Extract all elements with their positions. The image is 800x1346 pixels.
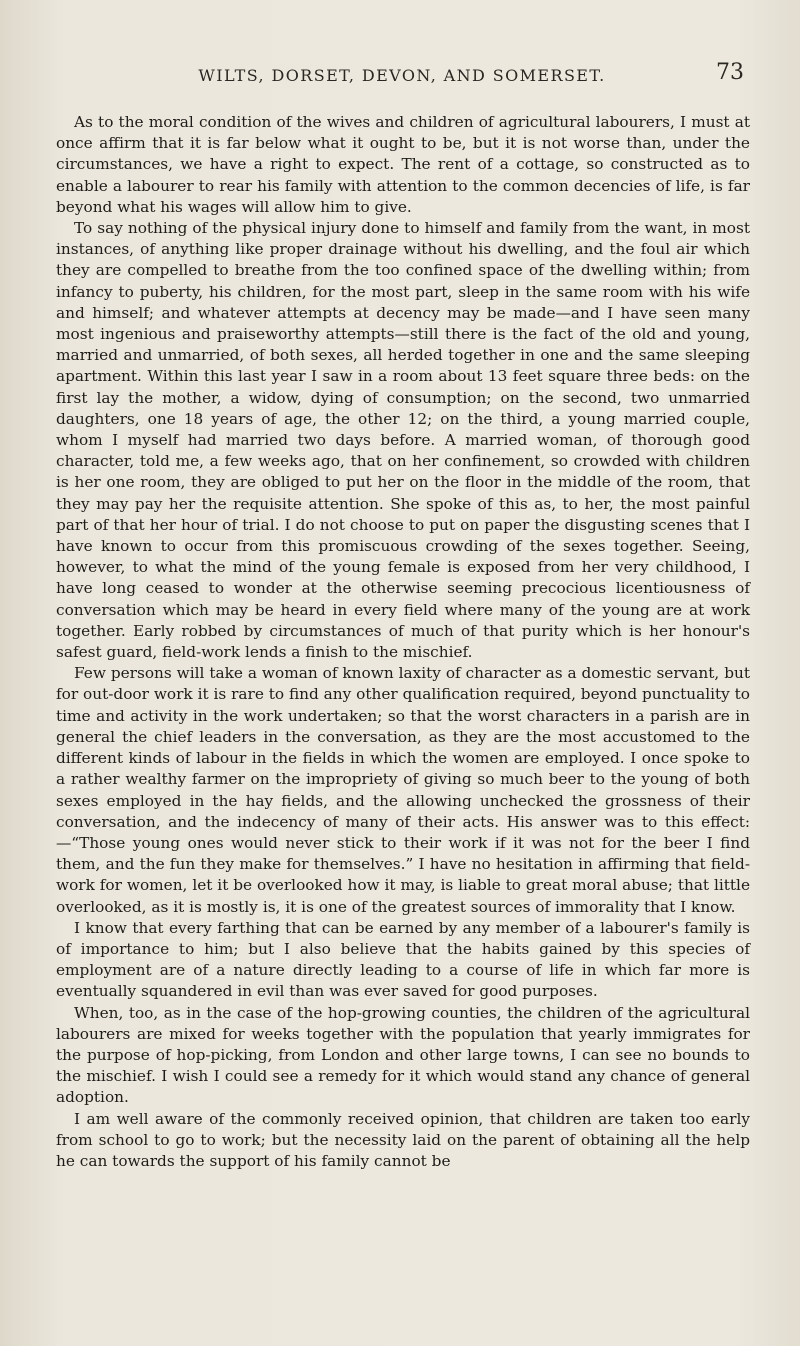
- paragraph: Few persons will take a woman of known laxity of character as a domestic servant, but for out-door work it is rare to find any other qualification required, beyond punctuality to time and activity in the work undertaken; so that the worst characters in a parish are in general the chief leaders in the conversation, as they are the most accustomed to the different kinds of labour in the fields in which the women are employed. I once spoke to a rather wealthy farmer on the impropriety of giving so much beer to the young of both sexes employed in the hay fields, and the allowing unchecked the grossness of their conversation, and the indecency of many of their acts. His answer was to this effect:—“Those young ones would never stick to their work if it was not for the beer I find them, and the fun they make for themselves.” I have no hesitation in affirming that field-work for women, let it be overlooked how it may, is liable to great moral abuse; that little overlooked, as it is mostly is, it is one of the greatest sources of immorality that I know.: [56, 664, 750, 916]
- body-text: [56, 112, 750, 1172]
- paragraph: When, too, as in the case of the hop-growing counties, the children of the agricultural labourers are mixed for weeks together with the population that yearly immigrates for the purpose of hop-picking, from London and other large towns, I can see no bounds to the mischief. I wish I could see a remedy for it which would stand any chance of general adoption.: [56, 1003, 750, 1107]
- running-title: WILTS, DORSET, DEVON, AND SOMERSET.: [198, 66, 606, 85]
- paragraph: As to the moral condition of the wives and children of agricultural labourers, I must at once affirm that it is far below what it ought to be, but it is not worse than, under the circumstances, we have a right to expect. The rent of a cottage, so constructed as to enable a labourer to rear his family with attention to the common decencies of life, is far beyond what his wages will allow him to give.: [56, 113, 750, 216]
- running-head: [52, 62, 752, 92]
- paragraph: I am well aware of the commonly received opinion, that children are taken too early from school to go to work; but the necessity laid on the parent of obtaining all the help he can towards the support of his family cannot be: [56, 1109, 750, 1170]
- paragraph: To say nothing of the physical injury done to himself and family from the want, in most instances, of anything like proper drainage without his dwelling, and the foul air which they are compelled to breathe from the too confined space of the dwelling within; from infancy to puberty, his children, for the most part, sleep in the same room with his wife and himself; and whatever attempts at decency may be made—and I have seen many most ingenious and praiseworthy attempts—still there is the fact of the old and young, married and unmarried, of both sexes, all herded together in one and the same sleeping apartment. Within this last year I saw in a room about 13 feet square three beds: on the first lay the mother, a widow, dying of consumption; on the second, two unmarried daughters, one 18 years of age, the other 12; on the third, a young married couple, whom I myself had married two days before. A married woman, of thorough good character, told me, a few weeks ago, that on her confinement, so crowded with children is her one room, they are obliged to put her on the floor in the middle of the room, that they may pay her the requisite attention. She spoke of this as, to her, the most painful part of that her hour of trial. I do not choose to put on paper the disgusting scenes that I have known to occur from this promiscuous crowding of the sexes together. Seeing, however, to what the mind of the young female is exposed from her very childhood, I have long ceased to wonder at the otherwise seeming precocious licentiousness of conversation which may be heard in every field where many of the young are at work together. Early robbed by circumstances of much of that purity which is her honour's safest guard, field-work lends a finish to the mischief.: [56, 219, 750, 662]
- paragraph: I know that every farthing that can be earned by any member of a labourer's family is of importance to him; but I also believe that the habits gained by this species of employment are of a nature directly leading to a course of life in which far more is eventually squandered in evil than was ever saved for good purposes.: [56, 918, 750, 1001]
- page-number: 73: [716, 60, 744, 85]
